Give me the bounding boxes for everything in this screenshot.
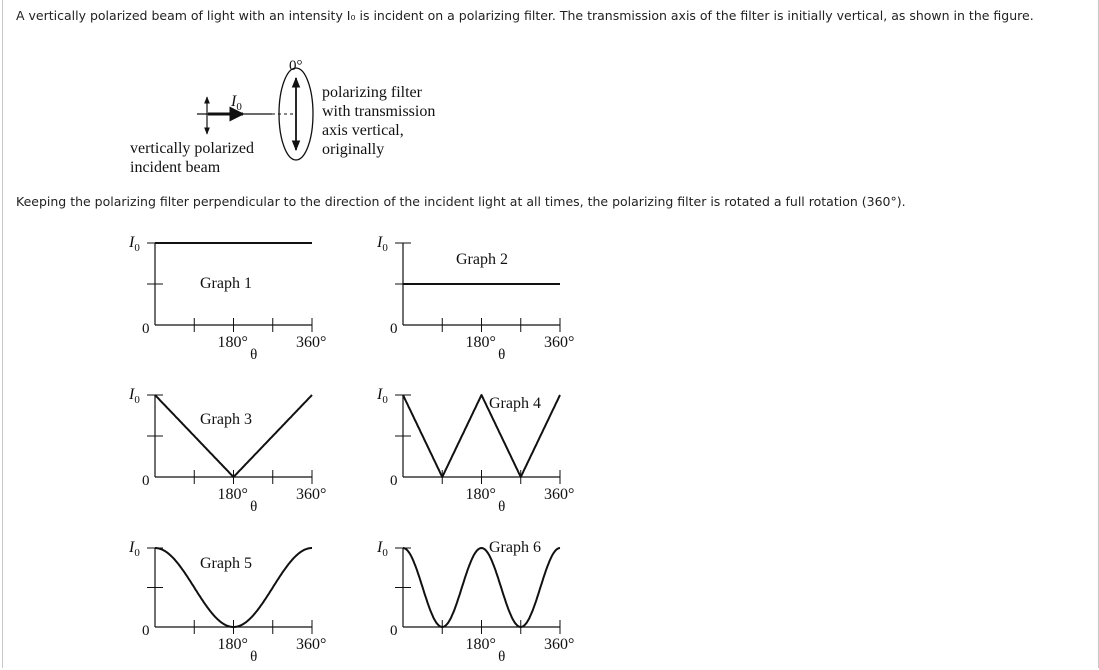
- graph-4-x-var-label: θ: [498, 499, 506, 515]
- graph-4-title: Graph 4: [489, 395, 541, 412]
- graph-1-title: Graph 1: [200, 275, 252, 292]
- graph-2-x-mid-label: 180°: [465, 334, 496, 351]
- graph-2-y-top-label: $I_0$: [377, 234, 388, 254]
- intro-paragraph: A vertically polarized beam of light with an intensity I₀ is incident on a polarizing filter. The transmission axis of the filter is initially vertical, as shown in the figure.: [16, 8, 1034, 23]
- intensity-label: $I_0$: [231, 93, 242, 113]
- graph-5-x-end-label: 360°: [296, 636, 327, 653]
- graph-6-x-mid-label: 180°: [465, 636, 496, 653]
- graph-5-y-top-label: $I_0$: [129, 539, 140, 559]
- graph-2-y-zero-label: 0: [390, 321, 398, 337]
- graph-6-x-var-label: θ: [498, 649, 506, 665]
- filter-label: polarizing filter with transmission axis vertical, originally: [322, 84, 436, 158]
- graph-6-y-zero-label: 0: [390, 623, 398, 639]
- graph-5-x-var-label: θ: [250, 649, 258, 665]
- graph-3-title: Graph 3: [200, 411, 252, 428]
- graph-1-y-zero-label: 0: [142, 321, 150, 337]
- graph-1-x-var-label: θ: [250, 347, 258, 363]
- graph-4-y-zero-label: 0: [390, 473, 398, 489]
- graph-2-x-var-label: θ: [498, 347, 506, 363]
- graph-2-x-end-label: 360°: [544, 334, 575, 351]
- graph-1-x-end-label: 360°: [296, 334, 327, 351]
- graph-3-y-zero-label: 0: [142, 473, 150, 489]
- graph-3-x-mid-label: 180°: [217, 486, 248, 503]
- graph-2-title: Graph 2: [456, 251, 508, 268]
- graph-3-curve: [155, 395, 312, 477]
- graph-1-y-top-label: $I_0$: [129, 234, 140, 254]
- graph-1-x-mid-label: 180°: [217, 334, 248, 351]
- graph-3-x-end-label: 360°: [296, 486, 327, 503]
- graph-6-y-top-label: $I_0$: [377, 539, 388, 559]
- beam-label: vertically polarized incident beam: [130, 140, 254, 176]
- graph-6-title: Graph 6: [489, 539, 541, 556]
- rotation-paragraph: Keeping the polarizing filter perpendicular to the direction of the incident light at all times, the polarizing filter is rotated a full rotation (360°).: [16, 194, 906, 209]
- graph-3-x-var-label: θ: [250, 499, 258, 515]
- graph-4-x-mid-label: 180°: [465, 486, 496, 503]
- graph-5-x-mid-label: 180°: [217, 636, 248, 653]
- graphs-group: [128, 234, 574, 665]
- graph-4-y-top-label: $I_0$: [377, 386, 388, 406]
- graph-6-curve: [403, 548, 560, 627]
- graph-6-x-end-label: 360°: [544, 636, 575, 653]
- graph-3-y-top-label: $I_0$: [129, 386, 140, 406]
- graph-4-x-end-label: 360°: [544, 486, 575, 503]
- graph-5-title: Graph 5: [200, 555, 252, 572]
- angle-label: 0°: [289, 58, 303, 74]
- graph-5-y-zero-label: 0: [142, 623, 150, 639]
